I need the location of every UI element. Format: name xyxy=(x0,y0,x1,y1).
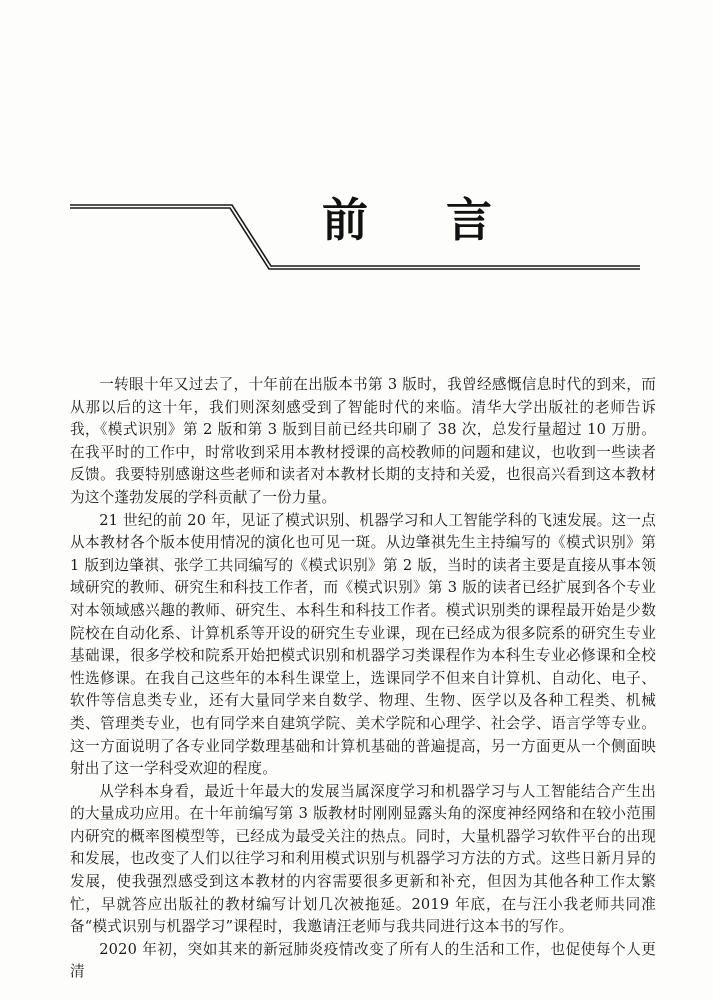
page-title-char-1: 前 xyxy=(322,193,368,247)
page-title-char-2: 言 xyxy=(446,193,492,247)
paragraph-2: 21 世纪的前 20 年，见证了模式识别、机器学习和人工智能学科的飞速发展。这一点从本教材各个版本使用情况的演化也可见一斑。从边肇祺先生主持编写的《模式识别》第 1 版到边肇祺、张学工共同编写的《模式识别》第 2 版，当时的读者主要是直接从事本领域研究的教师、研究生和科技工作者，而《模式识别》第 3 版的读者已经扩展到各个专业对本领域感兴趣的教师、研究生、本科生和科技工作者。模式识别类的课程最开始是少数院校在自动化系、计算机系等开设的研究生专业课，现在已经成为很多院系的研究生专业基础课，很多学校和院系开始把模式识别和机器学习类课程作为本科生专业必修课和全校性选修课。在我自己这些年的本科生课堂上，选课同学不但来自计算机、自动化、电子、软件等信息类专业，还有大量同学来自数学、物理、生物、医学以及各种工程类、机械类、管理类专业，也有同学来自建筑学院、美术学院和心理学、社会学、语言学等专业。这一方面说明了各专业同学数理基础和计算机基础的普遍提高，另一方面更从一个侧面映射出了这一学科受欢迎的程度。 xyxy=(70,511,656,778)
preface-body xyxy=(70,374,656,984)
chapter-header xyxy=(0,0,713,300)
paragraph-4: 2020 年初，突如其来的新冠肺炎疫情改变了所有人的生活和工作，也促使每个人更清 xyxy=(70,940,656,981)
header-rule-lines xyxy=(0,0,713,300)
paragraph-1: 一转眼十年又过去了，十年前在出版本书第 3 版时，我曾经感慨信息时代的到来，而从那以后的这十年，我们则深刻感受到了智能时代的来临。清华大学出版社的老师告诉我，《模式识别》第 2 版和第 3 版到目前已经共印刷了 38 次，总发行量超过 10 万册。在我平时的工作中，时常收到采用本教材授课的高校教师的问题和建议，也收到一些读者反馈。我要特别感谢这些老师和读者对本教材长期的支持和关爱，也很高兴看到这本教材为这个蓬勃发展的学科贡献了一份力量。 xyxy=(70,376,656,506)
paragraph-3: 从学科本身看，最近十年最大的发展当属深度学习和机器学习与人工智能结合产生出的大量成功应用。在十年前编写第 3 版教材时刚刚显露头角的深度神经网络和在较小范围内研究的概率图模型等，已经成为最受关注的热点。同时，大量机器学习软件平台的出现和发展，也改变了人们以往学习和利用模式识别与机器学习方法的方式。这些日新月异的发展，使我强烈感受到这本教材的内容需要很多更新和补充，但因为其他各种工作太繁忙，早就答应出版社的教材编写计划几次被拖延。2019 年底，在与汪小我老师共同准备“模式识别与机器学习”课程时，我邀请汪老师与我共同进行这本书的写作。 xyxy=(70,782,656,936)
